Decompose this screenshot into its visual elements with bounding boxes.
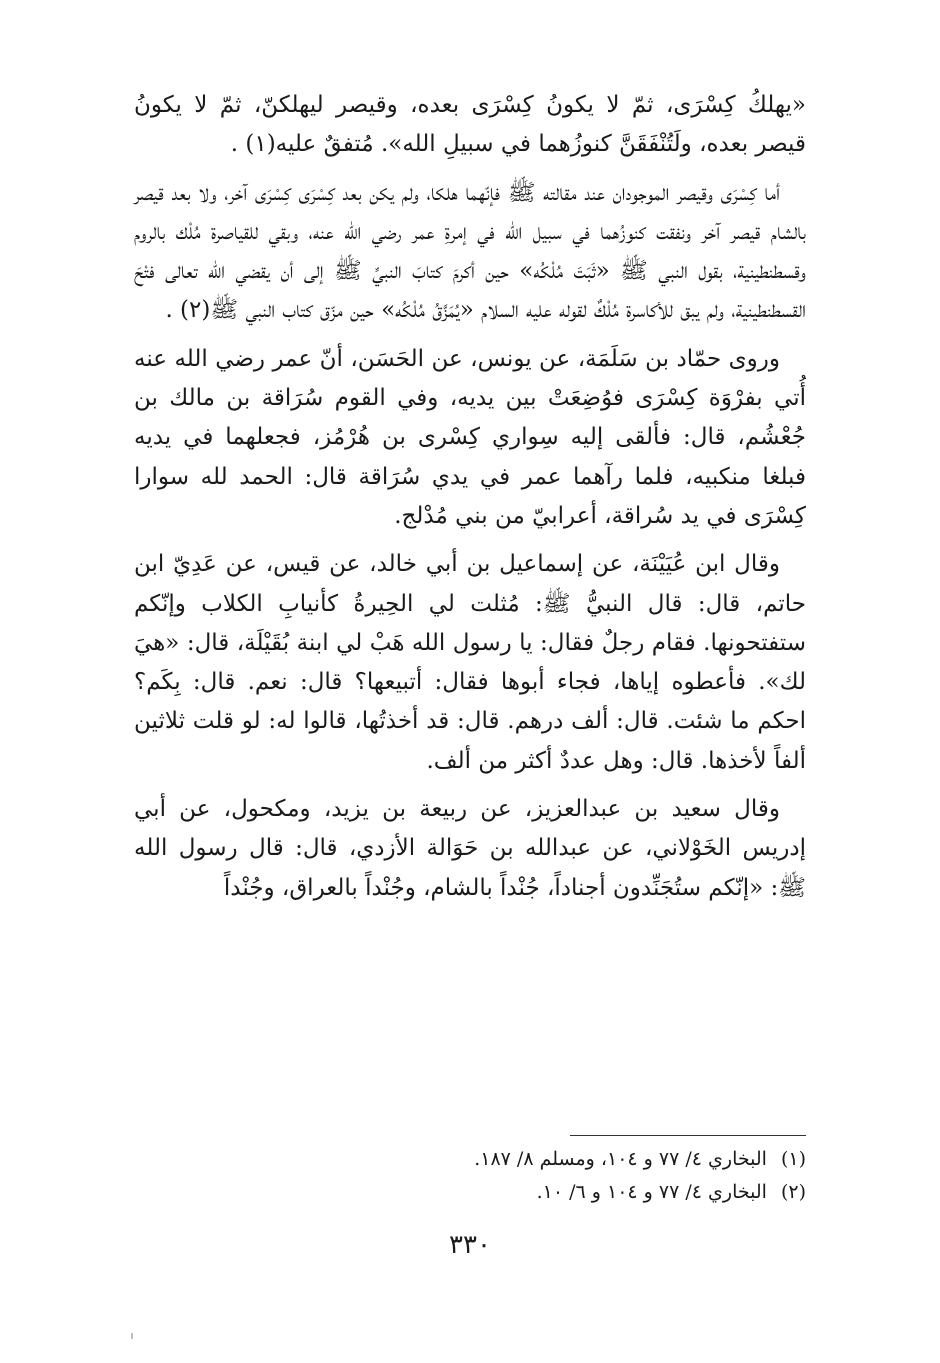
footnote-divider	[570, 1135, 806, 1136]
paragraph-3: وروى حمّاد بن سَلَمَة، عن يونس، عن الحَسَن، أنّ عمر رضي الله عنه أُتي بفرْوَة كِسْرَى فوُضِعَتْ بين يديه، وفي القوم سُرَاقة بن مالك بن جُعْشُم، قال: فألقى إليه سِواري كِسْرى بن هُرْمُز، فجعلهما في يديه فبلغا منكبيه، فلما رآهما عمر في يدي سُرَاقة قال: الحمد لله سوارا كِسْرَى في يد سُراقة، أعرابيّ من بني مُدْلج.	[134, 345, 806, 529]
main-text	[134, 86, 806, 917]
footnote-text: البخاري ٤/ ٧٧ و ١٠٤ و ٦/ ١٠.	[536, 1181, 767, 1203]
paragraph-5: وقال سعيد بن عبدالعزيز، عن ربيعة بن يزيد، ومكحول، عن أبي إدريس الخَوْلاني، عن عبدالله بن حَوَالة الأزدي، قال: قال رسول الله ﷺ: «إنّكم ستُجَنِّدون أجناداً، جُنْداً بالشام، وجُنْداً بالعراق، وجُنْداً	[134, 796, 806, 901]
paragraph-2: أما كِسْرَى وقيصر الموجودان عند مقالته ﷺ فإنّهما هلكا، ولم يكن بعد كِسْرَى كِسْرَى آخر، ولا بعد قيصر بالشام قيصر آخر ونفقت كنوزُهما في سبيل الله في إمرةِ عمر رضي الله عنه، وبقي للقياصرة مُلْك بالروم وقسطنطينية، بقول النبي ﷺ «ثَبَتَ مُلْكُه» حين أكرمَ كتابَ النبيِّ ﷺ إلى أن يقضي الله تعالى فتْحَ القسطنطينية، ولم يبق للأكاسرة مُلْكٌ لقوله عليه السلام «يُمَزَّقُ مُلْكُه» حين مزّق كتاب النبي ﷺ(٢) .	[134, 179, 806, 324]
footnote-number: (١)	[780, 1148, 806, 1170]
footnote-1	[330, 1143, 806, 1176]
paragraph-1: «يهلكُ كِسْرَى، ثمّ لا يكونُ كِسْرَى بعده، وقيصر ليهلكنّ، ثمّ لا يكونُ قيصر بعده، ولَتُنْفَقَنَّ كنوزُهما في سبيلِ الله». مُتفقٌ عليه(١) .	[134, 92, 806, 158]
footnote-2	[330, 1176, 806, 1209]
scan-mark	[131, 1333, 133, 1339]
paragraph-4: وقال ابن عُيَيْنَة، عن إسماعيل بن أبي خالد، عن قيس، عن عَدِيّ ابن حاتم، قال: قال النبيُّ ﷺ: مُثلت لي الحِيرةُ كأنيابِ الكلاب وإنّكم ستفتحونها. فقام رجلٌ فقال: يا رسول الله هَبْ لي ابنة بُقَيْلَة، قال: «هيَ لك». فأعطوه إياها، فجاء أبوها فقال: أتبيعها؟ قال: نعم. قال: بِكَم؟ احكم ما شئت. قال: ألف درهم. قال: قد أخذتُها، قالوا له: لو قلت ثلاثين ألفاً لأخذها. قال: وهل عددٌ أكثر من ألف.	[134, 551, 806, 774]
page-number: ٣٣٠	[449, 1230, 491, 1260]
footnote-text: البخاري ٤/ ٧٧ و ١٠٤، ومسلم ٨/ ١٨٧.	[474, 1148, 767, 1170]
footnote-number: (٢)	[780, 1181, 806, 1203]
footnotes	[330, 1143, 806, 1209]
